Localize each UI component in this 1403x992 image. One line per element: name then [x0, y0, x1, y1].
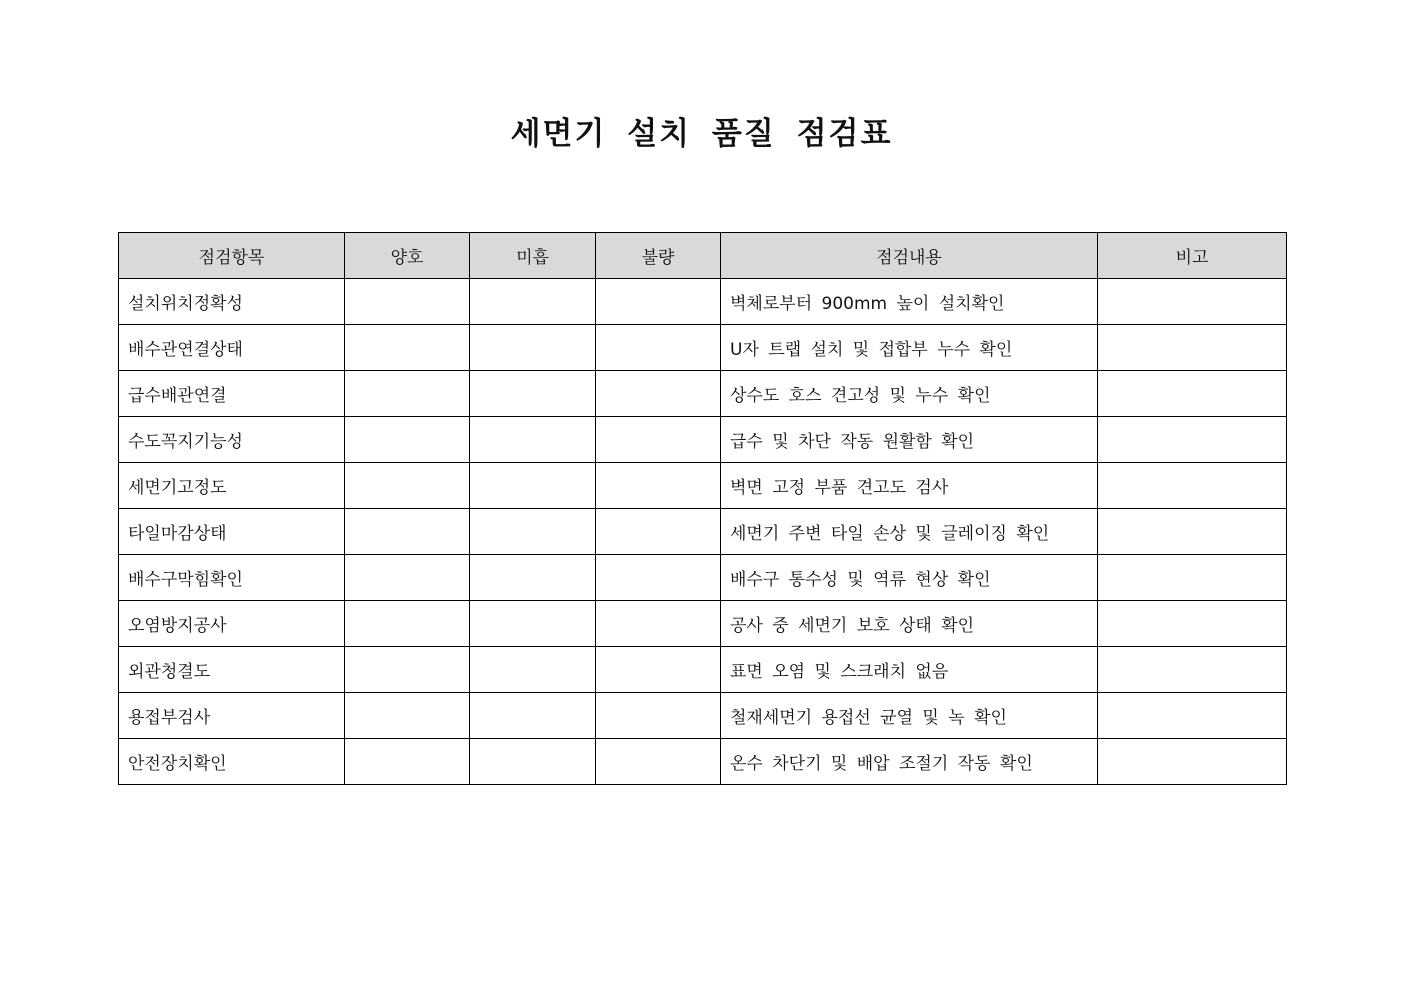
- defective-cell[interactable]: [596, 555, 721, 601]
- inspection-item-cell: 타일마감상태: [119, 509, 345, 555]
- defective-cell[interactable]: [596, 279, 721, 325]
- table-row: [119, 647, 1287, 693]
- table-row: [119, 463, 1287, 509]
- insufficient-cell[interactable]: [470, 325, 596, 371]
- table-row: [119, 279, 1287, 325]
- inspection-item-cell: 급수배관연결: [119, 371, 345, 417]
- defective-cell[interactable]: [596, 417, 721, 463]
- remarks-cell[interactable]: [1098, 279, 1287, 325]
- table-row: [119, 601, 1287, 647]
- inspection-item-cell: 배수관연결상태: [119, 325, 345, 371]
- remarks-cell[interactable]: [1098, 647, 1287, 693]
- header-insufficient: 미흡: [470, 233, 596, 279]
- good-cell[interactable]: [345, 279, 470, 325]
- remarks-cell[interactable]: [1098, 463, 1287, 509]
- header-inspection-content: 점검내용: [721, 233, 1098, 279]
- header-inspection-item: 점검항목: [119, 233, 345, 279]
- inspection-content-cell: 공사 중 세면기 보호 상태 확인: [721, 601, 1098, 647]
- insufficient-cell[interactable]: [470, 463, 596, 509]
- header-good: 양호: [345, 233, 470, 279]
- inspection-content-cell: 벽면 고정 부품 견고도 검사: [721, 463, 1098, 509]
- inspection-table: [118, 232, 1287, 785]
- remarks-cell[interactable]: [1098, 371, 1287, 417]
- insufficient-cell[interactable]: [470, 739, 596, 785]
- table-row: [119, 509, 1287, 555]
- inspection-item-cell: 오염방지공사: [119, 601, 345, 647]
- remarks-cell[interactable]: [1098, 555, 1287, 601]
- remarks-cell[interactable]: [1098, 509, 1287, 555]
- good-cell[interactable]: [345, 647, 470, 693]
- good-cell[interactable]: [345, 509, 470, 555]
- insufficient-cell[interactable]: [470, 601, 596, 647]
- good-cell[interactable]: [345, 325, 470, 371]
- insufficient-cell[interactable]: [470, 509, 596, 555]
- inspection-content-cell: 표면 오염 및 스크래치 없음: [721, 647, 1098, 693]
- good-cell[interactable]: [345, 693, 470, 739]
- insufficient-cell[interactable]: [470, 279, 596, 325]
- good-cell[interactable]: [345, 555, 470, 601]
- inspection-content-cell: 배수구 통수성 및 역류 현상 확인: [721, 555, 1098, 601]
- remarks-cell[interactable]: [1098, 739, 1287, 785]
- table-row: [119, 371, 1287, 417]
- defective-cell[interactable]: [596, 509, 721, 555]
- remarks-cell[interactable]: [1098, 417, 1287, 463]
- inspection-item-cell: 배수구막힘확인: [119, 555, 345, 601]
- table-row: [119, 325, 1287, 371]
- inspection-item-cell: 용접부검사: [119, 693, 345, 739]
- inspection-content-cell: 상수도 호스 견고성 및 누수 확인: [721, 371, 1098, 417]
- header-remarks: 비고: [1098, 233, 1287, 279]
- inspection-content-cell: 세면기 주변 타일 손상 및 글레이징 확인: [721, 509, 1098, 555]
- inspection-content-cell: 급수 및 차단 작동 원활함 확인: [721, 417, 1098, 463]
- header-defective: 불량: [596, 233, 721, 279]
- inspection-item-cell: 설치위치정확성: [119, 279, 345, 325]
- table-row: [119, 417, 1287, 463]
- good-cell[interactable]: [345, 371, 470, 417]
- defective-cell[interactable]: [596, 647, 721, 693]
- defective-cell[interactable]: [596, 463, 721, 509]
- defective-cell[interactable]: [596, 601, 721, 647]
- insufficient-cell[interactable]: [470, 647, 596, 693]
- insufficient-cell[interactable]: [470, 555, 596, 601]
- defective-cell[interactable]: [596, 693, 721, 739]
- table-header-row: [119, 233, 1287, 279]
- good-cell[interactable]: [345, 417, 470, 463]
- inspection-content-cell: 철재세면기 용접선 균열 및 녹 확인: [721, 693, 1098, 739]
- defective-cell[interactable]: [596, 371, 721, 417]
- good-cell[interactable]: [345, 601, 470, 647]
- inspection-item-cell: 안전장치확인: [119, 739, 345, 785]
- table-row: [119, 693, 1287, 739]
- insufficient-cell[interactable]: [470, 693, 596, 739]
- remarks-cell[interactable]: [1098, 325, 1287, 371]
- inspection-content-cell: U자 트랩 설치 및 접합부 누수 확인: [721, 325, 1098, 371]
- inspection-item-cell: 세면기고정도: [119, 463, 345, 509]
- inspection-content-cell: 벽체로부터 900mm 높이 설치확인: [721, 279, 1098, 325]
- page-title: 세면기 설치 품질 점검표: [510, 116, 893, 152]
- insufficient-cell[interactable]: [470, 371, 596, 417]
- defective-cell[interactable]: [596, 739, 721, 785]
- table-row: [119, 555, 1287, 601]
- inspection-content-cell: 온수 차단기 및 배압 조절기 작동 확인: [721, 739, 1098, 785]
- remarks-cell[interactable]: [1098, 601, 1287, 647]
- remarks-cell[interactable]: [1098, 693, 1287, 739]
- good-cell[interactable]: [345, 463, 470, 509]
- good-cell[interactable]: [345, 739, 470, 785]
- inspection-item-cell: 외관청결도: [119, 647, 345, 693]
- insufficient-cell[interactable]: [470, 417, 596, 463]
- table-row: [119, 739, 1287, 785]
- defective-cell[interactable]: [596, 325, 721, 371]
- inspection-item-cell: 수도꼭지기능성: [119, 417, 345, 463]
